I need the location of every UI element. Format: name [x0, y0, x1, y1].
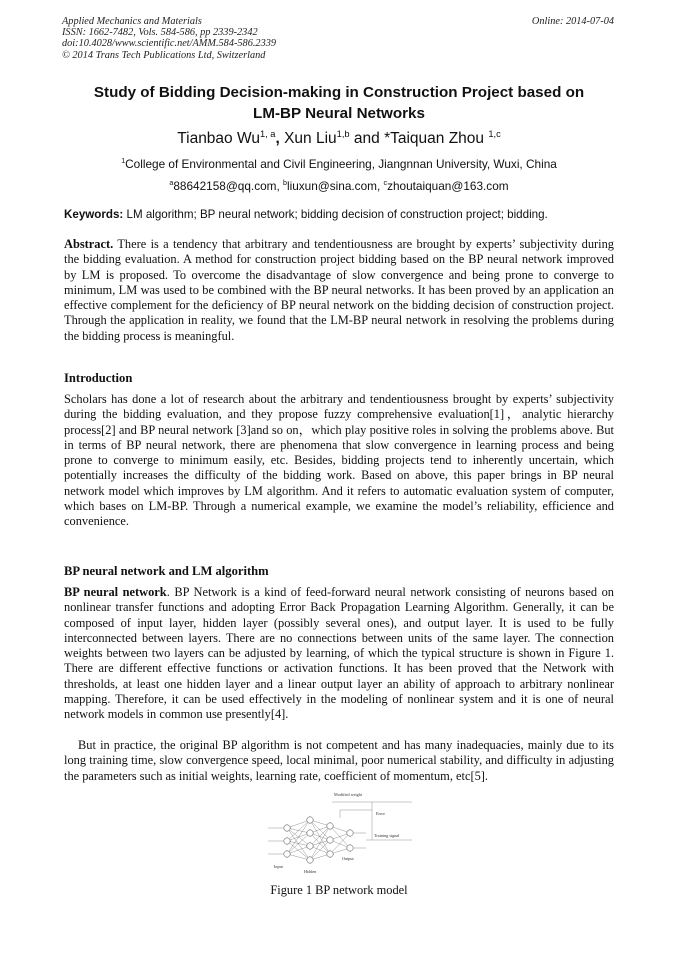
input-node-2	[284, 838, 290, 844]
author-list	[64, 130, 614, 148]
author-name-3: and *Taiquan Zhou	[349, 130, 489, 147]
hidden-node-2	[307, 830, 313, 836]
author-sup-3: 1,c	[488, 128, 501, 139]
introduction-heading: Introduction	[64, 371, 133, 385]
bp-section-heading: BP neural network and LM algorithm	[64, 564, 269, 578]
journal-doi: doi:10.4028/www.scientific.net/AMM.584-586.2339	[62, 38, 277, 50]
title-line-1: Study of Bidding Decision-making in Construction Project based on	[93, 84, 585, 101]
email-sup-b: b	[283, 179, 287, 188]
journal-header	[62, 16, 276, 61]
figure-label-modified-weight: Modified weight	[334, 792, 363, 797]
hidden-node-7	[327, 851, 333, 857]
author-comma: ,	[275, 130, 280, 147]
figure-label-error: Error	[376, 811, 385, 816]
network-connections	[268, 802, 412, 860]
keywords	[64, 208, 614, 221]
author-emails	[64, 179, 614, 193]
figure-label-output: Output	[342, 856, 354, 861]
journal-name: Applied Mechanics and Materials	[62, 16, 202, 27]
input-node-3	[284, 851, 290, 857]
paper-title	[64, 82, 614, 124]
bp-paragraph-1-text: . BP Network is a kind of feed-forward neural network consisting of neurons based on nonlinear transfer functions and adopting Error Back Propagation Learning Algorithm. Generally, it can be composed of input layer, hidden layer (possibly several ones), and output layer. It is used to be fully interconnected between layers. There are no connections between units of the same layer. The connection weights between two layers can be adjusted by learning, of which the typical structure is shown in Figure 1. There are different effective functions or activation functions. It has been proved that the Network with thresholds, at least one hidden layer and a linear output layer an ability of approach to arbitrary nonlinear mapping. Therefore, it can be used effectively in the modeling of nonlinear system and it is one of neural network models in common use presently[4].	[64, 585, 614, 722]
hidden-node-1	[307, 817, 313, 823]
bp-paragraph-2: But in practice, the original BP algorithm is not competent and has many inadequacies, mainly due to its long training time, slow convergence speed, local minimal, poor numerical stability, and difficulty in adjusting the parameters such as initial weights, learning rate, coefficient of momentum, etc[5].	[64, 738, 614, 783]
figure-label-hidden: Hidden	[304, 869, 317, 874]
abstract	[64, 237, 614, 344]
author-sup-1: 1, a	[259, 128, 276, 139]
hidden-node-6	[327, 837, 333, 843]
author-name-1: Tianbao Wu	[177, 130, 260, 147]
output-node-1	[347, 830, 353, 836]
bp-network-figure	[262, 790, 422, 876]
hidden-node-4	[307, 857, 313, 863]
email-sup-a: a	[169, 179, 174, 188]
email-c: zhoutaiquan@163.com	[387, 179, 509, 193]
keywords-label: Keywords:	[64, 208, 124, 221]
keywords-text: LM algorithm; BP neural network; bidding decision of construction project; bidding.	[123, 208, 548, 221]
journal-issn: ISSN: 1662-7482, Vols. 584-586, pp 2339-2342	[62, 27, 258, 39]
output-node-2	[347, 845, 353, 851]
email-b: liuxun@sina.com,	[286, 179, 384, 193]
title-line-2: LM-BP Neural Networks	[253, 105, 425, 122]
input-node-1	[284, 825, 290, 831]
bp-paragraph-1	[64, 585, 614, 723]
figure-label-training-signal: Training signal	[374, 833, 400, 838]
affiliation	[64, 157, 614, 171]
author-sup-2: 1,b	[336, 128, 350, 139]
journal-copyright: © 2014 Trans Tech Publications Ltd, Switzerland	[62, 49, 266, 61]
affiliation-text: College of Environmental and Civil Engineering, Jiangnnan University, Wuxi, China	[125, 157, 557, 171]
hidden-node-3	[307, 843, 313, 849]
email-a: 88642158@qq.com,	[173, 179, 284, 193]
hidden-node-5	[327, 823, 333, 829]
bp-term-label: BP neural network	[64, 585, 167, 599]
figure-label-input: Input	[274, 864, 283, 869]
abstract-text: There is a tendency that arbitrary and tendentiousness are brought by experts’ subjectivity during the bidding evaluation. A method for construction project bidding based on the BP neural network improved by LM is proposed. To overcome the disadvantage of slow convergence and being prone to converge to minimum, LM was used to be combined with the BP neural networks. It has been proved by an application an effective complement for the deficiency of BP neural network on the bidding decision of construction project. Through the application in reality, we found that the LM-BP neural network in resolving the problems during the bidding process is meaningful.	[64, 237, 614, 343]
author-name-2: Xun Liu	[279, 130, 337, 147]
online-date: Online: 2014-07-04	[531, 16, 614, 27]
affiliation-sup: 1	[121, 157, 126, 166]
introduction-paragraph: Scholars has done a lot of research about the arbitrary and tendentiousness brought by experts’ subjectivity during the bidding evaluation, and they propose fuzzy comprehensive evaluation[1]，analytic hierarchy process[2] and BP neural network [3]and so on，which play positive roles in solving the problems above. But in terms of BP neural network, there are phenomena that slow convergence in learning process and being prone to converge to minimum easily, etc. Besides, bidding projects tend to inherently uncertain, which potentially increases the difficulty of the bidding work. Based on above, this paper brings in BP neural network model which improves by LM algorithm. And it refers to automatic evaluation system of computer, which bases on LM-BP. Through a numerical example, we examine the model’s reliability, efficience and convenience.	[64, 392, 614, 529]
abstract-label: Abstract.	[64, 237, 114, 251]
figure-caption: Figure 1 BP network model	[270, 883, 408, 897]
email-sup-c: c	[383, 179, 388, 188]
